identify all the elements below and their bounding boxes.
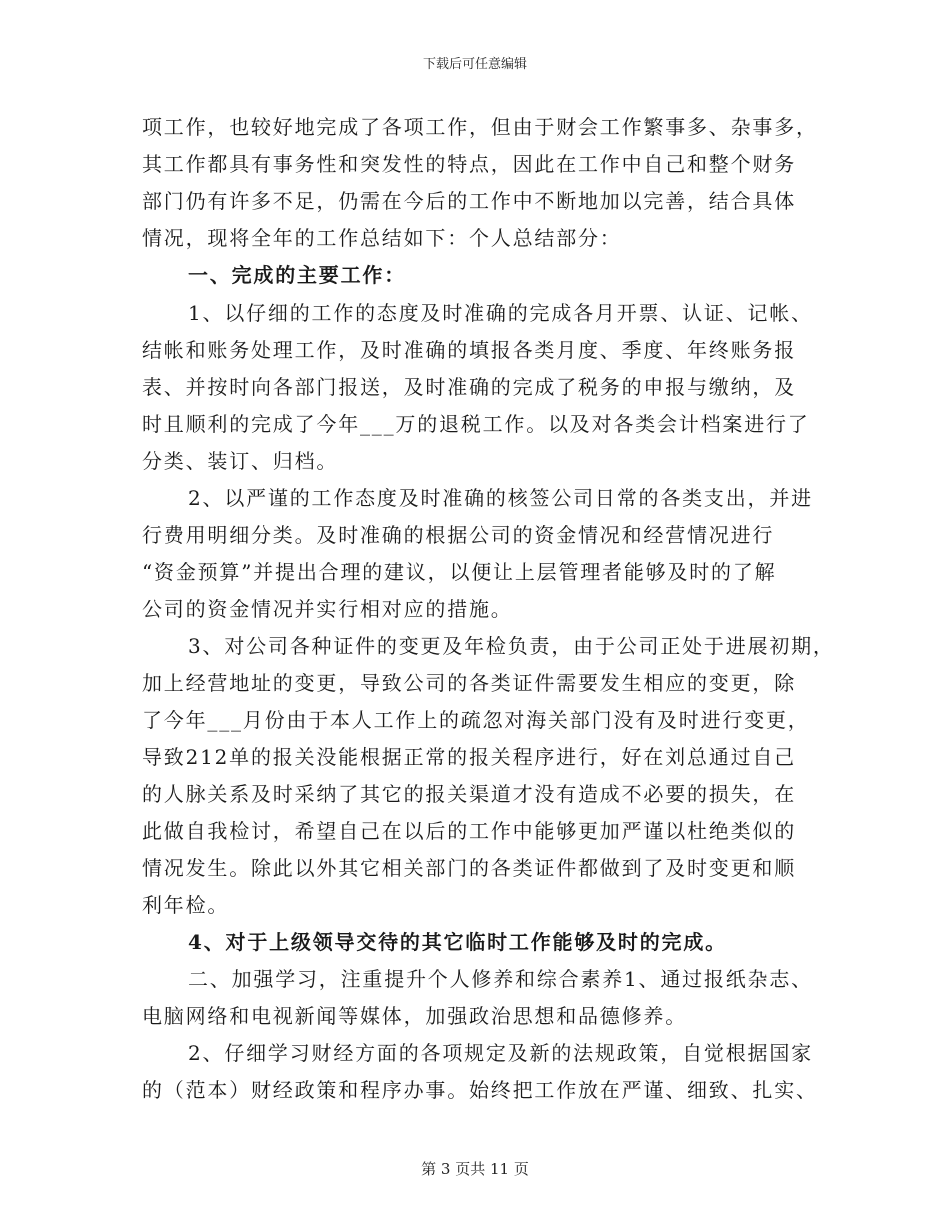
paragraph-line: 二、加强学习，注重提升个人修养和综合素养1、通过报纸杂志、 [188, 967, 813, 991]
paragraph-line: 分类、装订、归档。 [142, 449, 339, 473]
paragraph-line: 的人脉关系及时采纳了其它的报关渠道才没有造成不必要的损失，在 [142, 782, 796, 806]
paragraph-line: 时且顺利的完成了今年___万的退税工作。以及对各类会计档案进行了 [142, 412, 810, 436]
section-heading: 4、对于上级领导交待的其它临时工作能够及时的完成。 [188, 930, 727, 954]
section-heading: 一、完成的主要工作： [188, 263, 406, 287]
paragraph-line: 结帐和账务处理工作，及时准确的填报各类月度、季度、年终账务报 [142, 338, 796, 362]
paragraph-line: 利年检。 [142, 893, 230, 917]
page-footer: 第 3 页共 11 页 [421, 1160, 529, 1178]
paragraph-line: 情况，现将全年的工作总结如下：个人总结部分： [142, 226, 622, 250]
page-header: 下载后可任意编辑 [422, 57, 527, 72]
paragraph-line: 的（范本）财经政策和程序办事。始终把工作放在严谨、细致、扎实、 [142, 1078, 818, 1102]
paragraph-line: 导致212单的报关没能根据正常的报关程序进行，好在刘总通过自己 [142, 745, 796, 769]
paragraph-line: 项工作，也较好地完成了各项工作，但由于财会工作繁事多、杂事多， [142, 115, 818, 139]
paragraph-line: 表、并按时向各部门报送，及时准确的完成了税务的申报与缴纳，及 [142, 375, 796, 399]
paragraph-line: 情况发生。除此以外其它相关部门的各类证件都做到了及时变更和顺 [142, 856, 796, 880]
paragraph-line: 此做自我检讨，希望自己在以后的工作中能够更加严谨以杜绝类似的 [142, 819, 796, 843]
paragraph-line: 行费用明细分类。及时准确的根据公司的资金情况和经营情况进行 [142, 523, 775, 547]
paragraph-line: 电脑网络和电视新闻等媒体，加强政治思想和品德修养。 [142, 1004, 687, 1028]
paragraph-line: 2、仔细学习财经方面的各项规定及新的法规政策，自觉根据国家 [188, 1041, 813, 1065]
paragraph-line: 2、以严谨的工作态度及时准确的核签公司日常的各类支出，并进 [188, 486, 813, 510]
paragraph-line: 了今年___月份由于本人工作上的疏忽对海关部门没有及时进行变更， [142, 708, 810, 732]
paragraph-line: “资金预算”并提出合理的建议，以便让上层管理者能够及时的了解 [142, 560, 777, 584]
paragraph-line: 加上经营地址的变更，导致公司的各类证件需要发生相应的变更，除 [142, 671, 796, 695]
paragraph-line: 3、对公司各种证件的变更及年检负责，由于公司正处于进展初期， [188, 634, 835, 658]
paragraph-line: 公司的资金情况并实行相对应的措施。 [142, 597, 513, 621]
paragraph-line: 1、以仔细的工作的态度及时准确的完成各月开票、认证、记帐、 [188, 301, 813, 325]
paragraph-line: 部门仍有许多不足，仍需在今后的工作中不断地加以完善，结合具体 [142, 189, 796, 213]
paragraph-line: 其工作都具有事务性和突发性的特点，因此在工作中自己和整个财务 [142, 152, 796, 176]
